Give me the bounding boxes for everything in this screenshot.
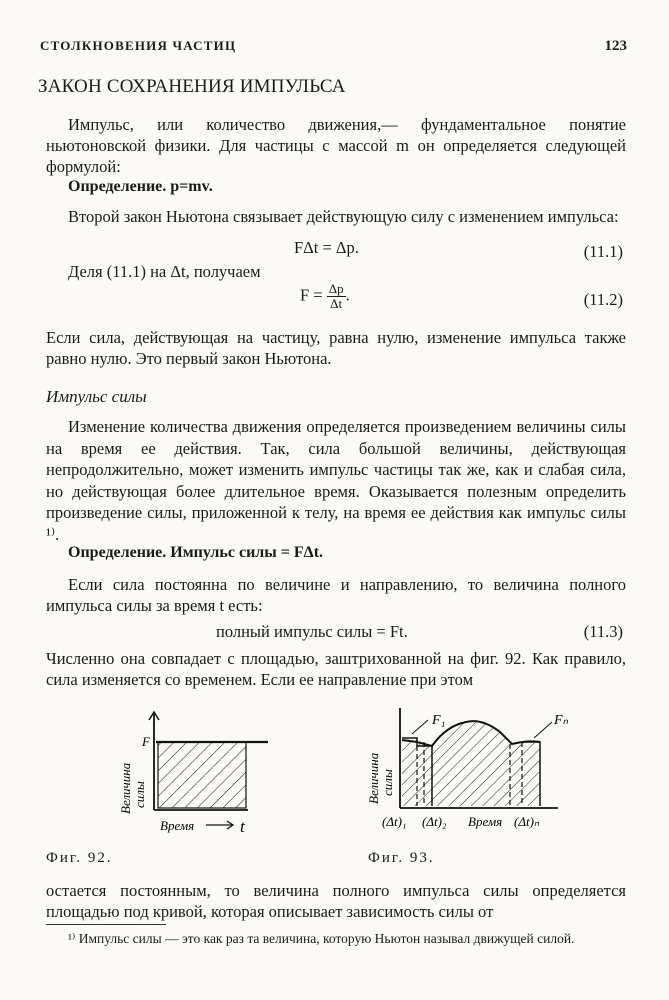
equation-number-11-3: (11.3) [583, 622, 623, 641]
equation-11-2 [300, 282, 350, 311]
footnote: ¹⁾ Импульс силы — это как раз та величина, которую Ньютон называл движущей силой. [68, 931, 575, 946]
y-label-line1: Величина [366, 752, 381, 804]
dt1-label: (Δt)₁ [382, 814, 407, 829]
equation-11-3: полный импульс силы = Ft. [216, 622, 408, 641]
equation-11-1: FΔt = Δp. [294, 238, 359, 257]
hatched-area [158, 742, 246, 808]
page-number: 123 [604, 38, 627, 54]
definition-impulse [68, 544, 323, 562]
equation-number-11-1: (11.1) [583, 242, 623, 261]
paragraph-momentum-intro: Импульс, или количество движения,— фундаментальное понятие ньютоновской физики. Для частицы с массой m он определяется следующей формулой: [46, 115, 626, 176]
definition-label: Определение. [68, 178, 167, 195]
fn-leader [534, 722, 552, 738]
definition-momentum [68, 178, 213, 196]
dtn-label: (Δt)ₙ [514, 814, 540, 829]
f1-leader [412, 720, 428, 734]
figure-93 [362, 700, 602, 845]
fraction-numerator: Δp [328, 281, 344, 296]
f1-label: F₁ [432, 713, 446, 728]
y-label-line1: Величина [118, 762, 133, 814]
paragraph-area: Численно она совпадает с площадью, заштрихованной на фиг. 92. Как правило, сила изменяется со временем. Если ее направление при этом [46, 649, 626, 689]
equation-number-11-2: (11.2) [583, 290, 623, 309]
footnote-divider [46, 924, 166, 925]
definition-formula: = FΔt. [280, 544, 324, 561]
paragraph-constant-force: Если сила постоянна по величине и направлению, то величина полного импульса силы за время t есть: [46, 575, 626, 615]
paragraph-impulse: Изменение количества движения определяется произведением величины силы на время ее действия. Так, сила большой величины, действующая непродолжительно, может изменить импульс частицы так же, как и слабая сила, но действующая более длительное время. Оказывается полезным определить произведение силы, приложенной к телу, на время ее действия как импульс силы ¹⁾. [46, 417, 626, 544]
equation-lhs: F = [300, 285, 323, 305]
f-label: F [142, 734, 150, 749]
y-label-line2: силы [132, 781, 147, 808]
equation-tail: . [345, 285, 350, 305]
definition-label: Определение. Импульс силы [68, 544, 277, 561]
figure-92-caption: Фиг. 92. [46, 850, 113, 866]
time-label: Время [468, 814, 503, 829]
fraction [327, 282, 346, 311]
dt2-label: (Δt)₂ [422, 814, 447, 829]
paragraph-dividing: Деля (11.1) на Δt, получаем [68, 262, 261, 281]
paragraph-first-law: Если сила, действующая на частицу, равна нулю, изменение импульса также равно нулю. Это первый закон Ньютона. [46, 328, 626, 368]
fn-label: Fₙ [554, 713, 569, 728]
running-title: СТОЛКНОВЕНИЯ ЧАСТИЦ [40, 38, 237, 53]
figure-93-caption: Фиг. 93. [368, 850, 435, 866]
t-label: t [240, 817, 245, 836]
definition-formula: p=mv. [170, 178, 213, 195]
fraction-denominator: Δt [330, 296, 343, 311]
hatched-area [402, 721, 540, 806]
y-label-line2: силы [380, 769, 395, 796]
paragraph-variable-force: остается постоянным, то величина полного импульса силы определяется площадью под кривой, которая описывает зависимость силы от [46, 881, 626, 921]
paragraph-second-law: Второй закон Ньютона связывает действующую силу с изменением импульса: [68, 207, 619, 226]
x-label: Время [160, 818, 195, 833]
section-title: ЗАКОН СОХРАНЕНИЯ ИМПУЛЬСА [38, 76, 346, 97]
figure-92 [108, 706, 298, 836]
subsection-title: Импульс силы [46, 387, 147, 406]
